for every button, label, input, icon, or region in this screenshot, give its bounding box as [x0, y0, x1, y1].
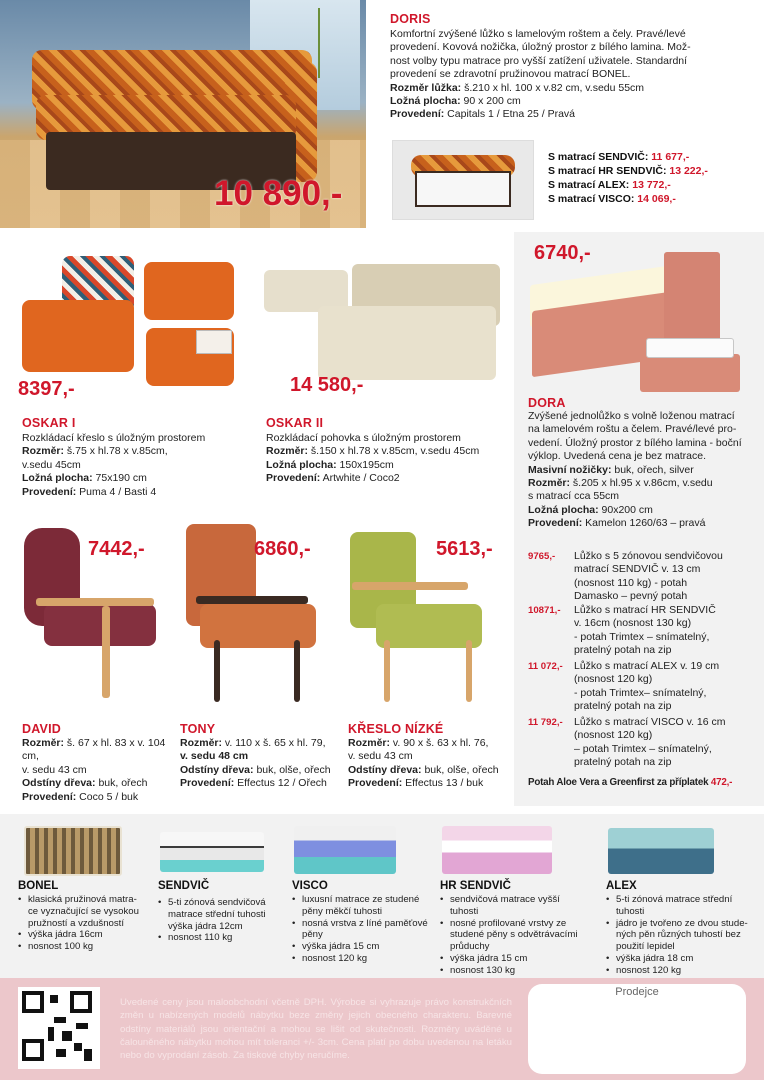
oskar1-variant-label: Provedení: [22, 485, 77, 498]
variant-line: Lůžko s matrací HR SENDVIČ [574, 604, 716, 616]
tony-arm [196, 596, 308, 604]
tony-leg [294, 640, 300, 702]
dora-area-label: Ložná plocha: [528, 503, 599, 516]
variant-line: Lůžko s matrací ALEX v. 19 cm [574, 660, 720, 672]
spec-item: • jádro je tvořeno ze dvou stude-ných pěn různých tuhostí bez použití lepidel [606, 918, 760, 953]
kreslo-wood-value: buk, olše, ořech [421, 763, 499, 776]
variant-line: (nosnost 120 kg) [574, 673, 653, 686]
doris-desc-line: provedení. Kovová nožička, úložný prostor z bílého lamina. Mož- [390, 41, 691, 54]
tony-variant-value: Effectus 12 / Ořech [234, 777, 327, 790]
doris-options [548, 150, 708, 206]
option-label: S matrací SENDVIČ: [548, 151, 649, 163]
dora-desc-line: Zvýšené jednolůžko s volně loženou matrací [528, 410, 735, 422]
doris-option [548, 150, 708, 164]
tony-size-value: v. 110 x š. 65 x hl. 79, [222, 737, 326, 749]
dora-size-label: Rozměr: [528, 477, 571, 490]
tony-title: TONY [180, 722, 216, 736]
doris-variant [390, 108, 756, 121]
variant-line: - potah Trimtex– snímatelný, [574, 686, 707, 699]
oskar2-variant-label: Provedení: [266, 472, 321, 485]
oskar2-area-label: Ložná plocha: [266, 458, 337, 471]
variant-text [574, 604, 764, 658]
spec-item: • výška jádra 15 cm [440, 953, 590, 965]
spec-item: • nosnost 120 kg [606, 965, 760, 977]
option-label: S matrací VISCO: [548, 193, 635, 205]
spec-item: • výška jádra 15 cm [292, 941, 428, 953]
spec-item: • nosnost 110 kg [158, 932, 276, 944]
david-variant-value: Coco 5 / buk [76, 790, 139, 803]
oskar1-area [22, 472, 252, 485]
kreslo-leg [384, 640, 390, 702]
qr-finder [22, 991, 44, 1013]
dora-variant-value: Kamelon 1260/63 – pravá [582, 517, 706, 530]
kreslo-size-label: Rozměr: [348, 737, 391, 749]
option-label: S matrací ALEX: [548, 179, 630, 191]
kreslo-variant-label: Provedení: [348, 777, 403, 790]
david-wood-label: Odstíny dřeva: [22, 777, 96, 790]
spec-item: • luxusní matrace ze studené pěny měkčí tuhosti [292, 894, 428, 918]
doris-area-label: Ložná plocha: [390, 95, 461, 108]
qr-code-icon[interactable] [18, 987, 100, 1069]
spec-item: • sendvičová matrace vyšší tuhosti [440, 894, 590, 918]
alex-image [608, 828, 714, 874]
variant-text [574, 660, 764, 714]
dora-desc-line: vedení. Úložný prostor z bílého lamina - boční [528, 436, 742, 449]
tony-size-label: Rozměr: [180, 737, 223, 749]
tony-leg [214, 640, 220, 702]
oskar2-variant-value: Artwhite / Coco2 [320, 472, 400, 485]
oskar2-seat [318, 306, 496, 380]
tony-wood [180, 764, 346, 777]
kreslo-title: KŘESLO NÍZKÉ [348, 722, 444, 736]
kreslo-leg [466, 640, 472, 702]
variant-price: 10871,- [528, 605, 561, 616]
kreslo-variant-value: Effectus 13 / buk [402, 777, 484, 790]
variant-line: matrací SENDVIČ v. 13 cm [574, 563, 701, 576]
doris-description [390, 28, 756, 122]
dora-area-value: 90x200 cm [598, 503, 653, 516]
dora-size [528, 477, 760, 490]
kreslo-size-value: v. 90 x š. 63 x hl. 76, [390, 737, 489, 749]
david-variant-label: Provedení: [22, 790, 77, 803]
david-size-value: š. 67 x hl. 83 x v. 104 cm, [22, 737, 166, 763]
tony-size-value2: v. sedu 48 cm [180, 750, 249, 763]
spec-item: • klasická pružinová matra-ce vyznačující se vysokou pružností a vzdušností [18, 894, 144, 929]
oskar1-area-value: 75x190 cm [92, 472, 147, 485]
qr-module [76, 1023, 88, 1029]
tony-variant-label: Provedení: [180, 777, 235, 790]
disclaimer-text: Uvedené ceny jsou maloobchodní včetně DPH. Výrobce si vyhrazuje právo konstrukčních změn u nabízených modelů nábytku beze změny jejich obecného charakteru. Barevné odstíny materiálů jsou orientační a mohou se lišit od skutečnosti. Rozměry uváděné u čalouněného nábytku mohou mít toleranci +/- 3cm. Cena platí po dobu uvedenou na letáku nebo do vyprodání zásob. Za tiskové chyby neručíme. [120, 997, 512, 1062]
variant-line: Lůžko s 5 zónovou sendvičovou [574, 550, 723, 562]
dora-area [528, 504, 760, 517]
qr-module [54, 1017, 66, 1023]
oskar1-size [22, 445, 252, 458]
oskar1-unfolded [144, 262, 234, 320]
tony-description [180, 737, 346, 791]
qr-module [56, 1049, 66, 1057]
spec-item: • nosnost 100 kg [18, 941, 144, 953]
oskar1-variant-value: Puma 4 / Basti 4 [76, 485, 157, 498]
kreslo-arm [352, 582, 468, 590]
dora-title: DORA [528, 396, 566, 410]
doris-size [390, 82, 756, 95]
bonel-image [24, 826, 122, 876]
doris-size-label: Rozměr lůžka: [390, 81, 462, 94]
oskar2-area [266, 459, 510, 472]
oskar2-size [266, 445, 510, 458]
alex-specs [606, 894, 760, 977]
kreslo-price: 5613,- [436, 538, 493, 560]
variant-price: 11 792,- [528, 717, 563, 728]
oskar1-size-2: v.sedu 45cm [22, 458, 81, 471]
qr-module [50, 995, 58, 1003]
variant-text [574, 716, 764, 770]
surcharge-label: Potah Aloe Vera a Greenfirst za příplatek [528, 777, 711, 788]
hr-sendvic-specs [440, 894, 590, 977]
variant-price: 11 072,- [528, 661, 563, 672]
doris-variant-label: Provedení: [390, 108, 445, 121]
oskar2-description [266, 432, 510, 486]
doris-option [548, 164, 708, 178]
option-price: 11 677,- [651, 151, 690, 163]
kreslo-wood [348, 764, 514, 777]
david-wood-value: buk, ořech [95, 777, 148, 790]
dora-storage-photo [640, 334, 740, 396]
david-seat [44, 604, 156, 646]
doris-area-value: 90 x 200 cm [460, 95, 521, 108]
variant-line: (nosnost 110 kg) - potah [574, 576, 688, 589]
spec-item: • výška jádra 18 cm [606, 953, 760, 965]
oskar2-title: OSKAR II [266, 416, 324, 430]
spec-item: • nosnost 120 kg [292, 953, 428, 965]
oskar1-description [22, 432, 252, 499]
dora-variant-row [528, 716, 764, 772]
bonel-title: BONEL [18, 880, 59, 892]
dora-size-value: š.205 x hl.95 x v.86cm, v.sedu [570, 477, 713, 490]
sendvic-image [160, 832, 264, 872]
oskar1-price: 8397,- [18, 378, 75, 400]
doris-option [548, 178, 708, 192]
variant-line: Damasko – pevný potah [574, 590, 688, 603]
sendvic-specs [158, 897, 276, 944]
hr-sendvic-title: HR SENDVIČ [440, 880, 511, 892]
david-arm [36, 598, 154, 606]
dora-price: 6740,- [534, 242, 591, 264]
doris-price: 10 890,- [214, 174, 343, 213]
variant-line: pratelný potah na zip [574, 756, 672, 769]
spec-item: • nosná vrstva z líné paměťové pěny [292, 918, 428, 942]
david-wood [22, 777, 180, 790]
option-price: 13 222,- [669, 165, 708, 177]
dora-variant-row [528, 550, 764, 606]
david-size-2: v. sedu 43 cm [22, 763, 87, 776]
sendvic-title: SENDVIČ [158, 880, 210, 892]
hr-sendvic-image [442, 826, 552, 874]
qr-module [74, 1043, 82, 1051]
oskar2-desc: Rozkládací pohovka s úložným prostorem [266, 432, 461, 444]
doris-title: DORIS [390, 12, 431, 26]
flower-decor [318, 8, 336, 78]
dora-description [528, 410, 760, 531]
dora-legs-label: Masivní nožičky: [528, 463, 612, 476]
spec-item: • nosné profilované vrstvy ze studené pěny s odvětrávacími průduchy [440, 918, 590, 953]
oskar1-size-value: š.75 x hl.78 x v.85cm, [64, 445, 168, 458]
tony-wood-label: Odstíny dřeva: [180, 763, 254, 776]
spec-item: • nosnost 130 kg [440, 965, 590, 977]
doris-variant-value: Capitals 1 / Etna 25 / Pravá [444, 108, 576, 121]
oskar1-desc: Rozkládací křeslo s úložným prostorem [22, 432, 206, 444]
kreslo-variant [348, 777, 514, 790]
oskar1-storage-box [196, 330, 232, 354]
dora-variant [528, 517, 760, 530]
dora-variant-label: Provedení: [528, 517, 583, 530]
qr-finder [22, 1039, 44, 1061]
doris-desc-line: nost volby typu matrace pro vyšší zatížení uživatele. Standardní [390, 54, 688, 67]
visco-specs [292, 894, 428, 965]
variant-line: Lůžko s matrací VISCO v. 16 cm [574, 716, 726, 728]
david-description [22, 737, 180, 804]
seller-label: Prodejce [615, 986, 659, 998]
tony-price: 6860,- [254, 538, 311, 560]
dora-legs-value: buk, ořech, silver [611, 463, 694, 476]
qr-module [84, 1049, 92, 1061]
qr-module [48, 1027, 54, 1041]
oskar2-size-label: Rozměr: [266, 445, 309, 458]
spec-item: • 5-ti zónová matrace střední tuhosti [606, 894, 760, 918]
oskar1-area-label: Ložná plocha: [22, 472, 93, 485]
david-size [22, 737, 180, 764]
oskar2-area-value: 150x195cm [336, 458, 394, 471]
variant-line: - potah Trimtex – snímatelný, [574, 630, 710, 643]
variant-line: – potah Trimtex – snímatelný, [574, 742, 712, 755]
doris-size-value: š.210 x hl. 100 x v.82 cm, v.sedu 55cm [461, 81, 645, 94]
oskar2-price: 14 580,- [290, 374, 364, 396]
dora-desc-line: na lamelovém roštu a čelem. Pravé/levé pro- [528, 423, 737, 436]
doris-option [548, 192, 708, 206]
oskar2-size-value: š.150 x hl.78 x v.85cm, v.sedu 45cm [308, 445, 480, 458]
spec-item: • výška jádra 16cm [18, 929, 144, 941]
david-title: DAVID [22, 722, 61, 736]
oskar1-seat [22, 300, 134, 372]
oskar1-variant [22, 486, 252, 499]
david-variant [22, 791, 180, 804]
variant-line: pratelný potah na zip [574, 700, 672, 713]
visco-image [294, 826, 396, 874]
david-size-label: Rozměr: [22, 737, 65, 749]
dora-size-2: s matrací cca 55cm [528, 490, 620, 503]
dora-surcharge [528, 777, 764, 788]
doris-storage-photo [392, 140, 534, 220]
bonel-specs [18, 894, 144, 953]
variant-line: pratelný potah na zip [574, 644, 672, 657]
qr-module [62, 1031, 72, 1041]
david-price: 7442,- [88, 538, 145, 560]
oskar2-variant [266, 472, 510, 485]
dora-storage-frame [640, 354, 740, 392]
oskar1-size-label: Rozměr: [22, 445, 65, 458]
dora-legs [528, 464, 760, 477]
dora-desc-line: výklop. Uvedená cena je bez matrace. [528, 450, 707, 463]
kreslo-description [348, 737, 514, 791]
variant-price: 9765,- [528, 551, 556, 562]
oskar1-title: OSKAR I [22, 416, 76, 430]
doris-desc-line: provedení se zdravotní pružinovou matrací BONEL. [390, 68, 631, 81]
tony-size [180, 737, 346, 750]
storage-box [415, 171, 511, 207]
option-label: S matrací HR SENDVIČ: [548, 165, 667, 177]
dora-storage-lid [646, 338, 734, 358]
dora-variant-row [528, 604, 764, 660]
variant-line: v. 16cm (nosnost 130 kg) [574, 617, 692, 630]
option-price: 13 772,- [632, 179, 671, 191]
surcharge-price: 472,- [710, 777, 733, 788]
dora-variant-row [528, 660, 764, 716]
variant-text [574, 550, 764, 604]
tony-variant [180, 777, 346, 790]
qr-finder [70, 991, 92, 1013]
kreslo-size [348, 737, 514, 750]
david-leg [102, 606, 110, 698]
alex-title: ALEX [606, 880, 637, 892]
variant-line: (nosnost 120 kg) [574, 729, 653, 742]
tony-size-2 [180, 750, 346, 763]
kreslo-wood-label: Odstíny dřeva: [348, 763, 422, 776]
doris-desc-line: Komfortní zvýšené lůžko s lamelovým roštem a čely. Pravé/levé [390, 28, 686, 40]
kreslo-size-2: v. sedu 43 cm [348, 750, 413, 763]
option-price: 14 069,- [637, 193, 676, 205]
spec-item: • 5-ti zónová sendvičová matrace střední tuhosti výška jádra 12cm [158, 897, 276, 932]
doris-area [390, 95, 756, 108]
dora-bed-headboard [664, 252, 720, 344]
tony-wood-value: buk, olše, ořech [253, 763, 331, 776]
visco-title: VISCO [292, 880, 328, 892]
